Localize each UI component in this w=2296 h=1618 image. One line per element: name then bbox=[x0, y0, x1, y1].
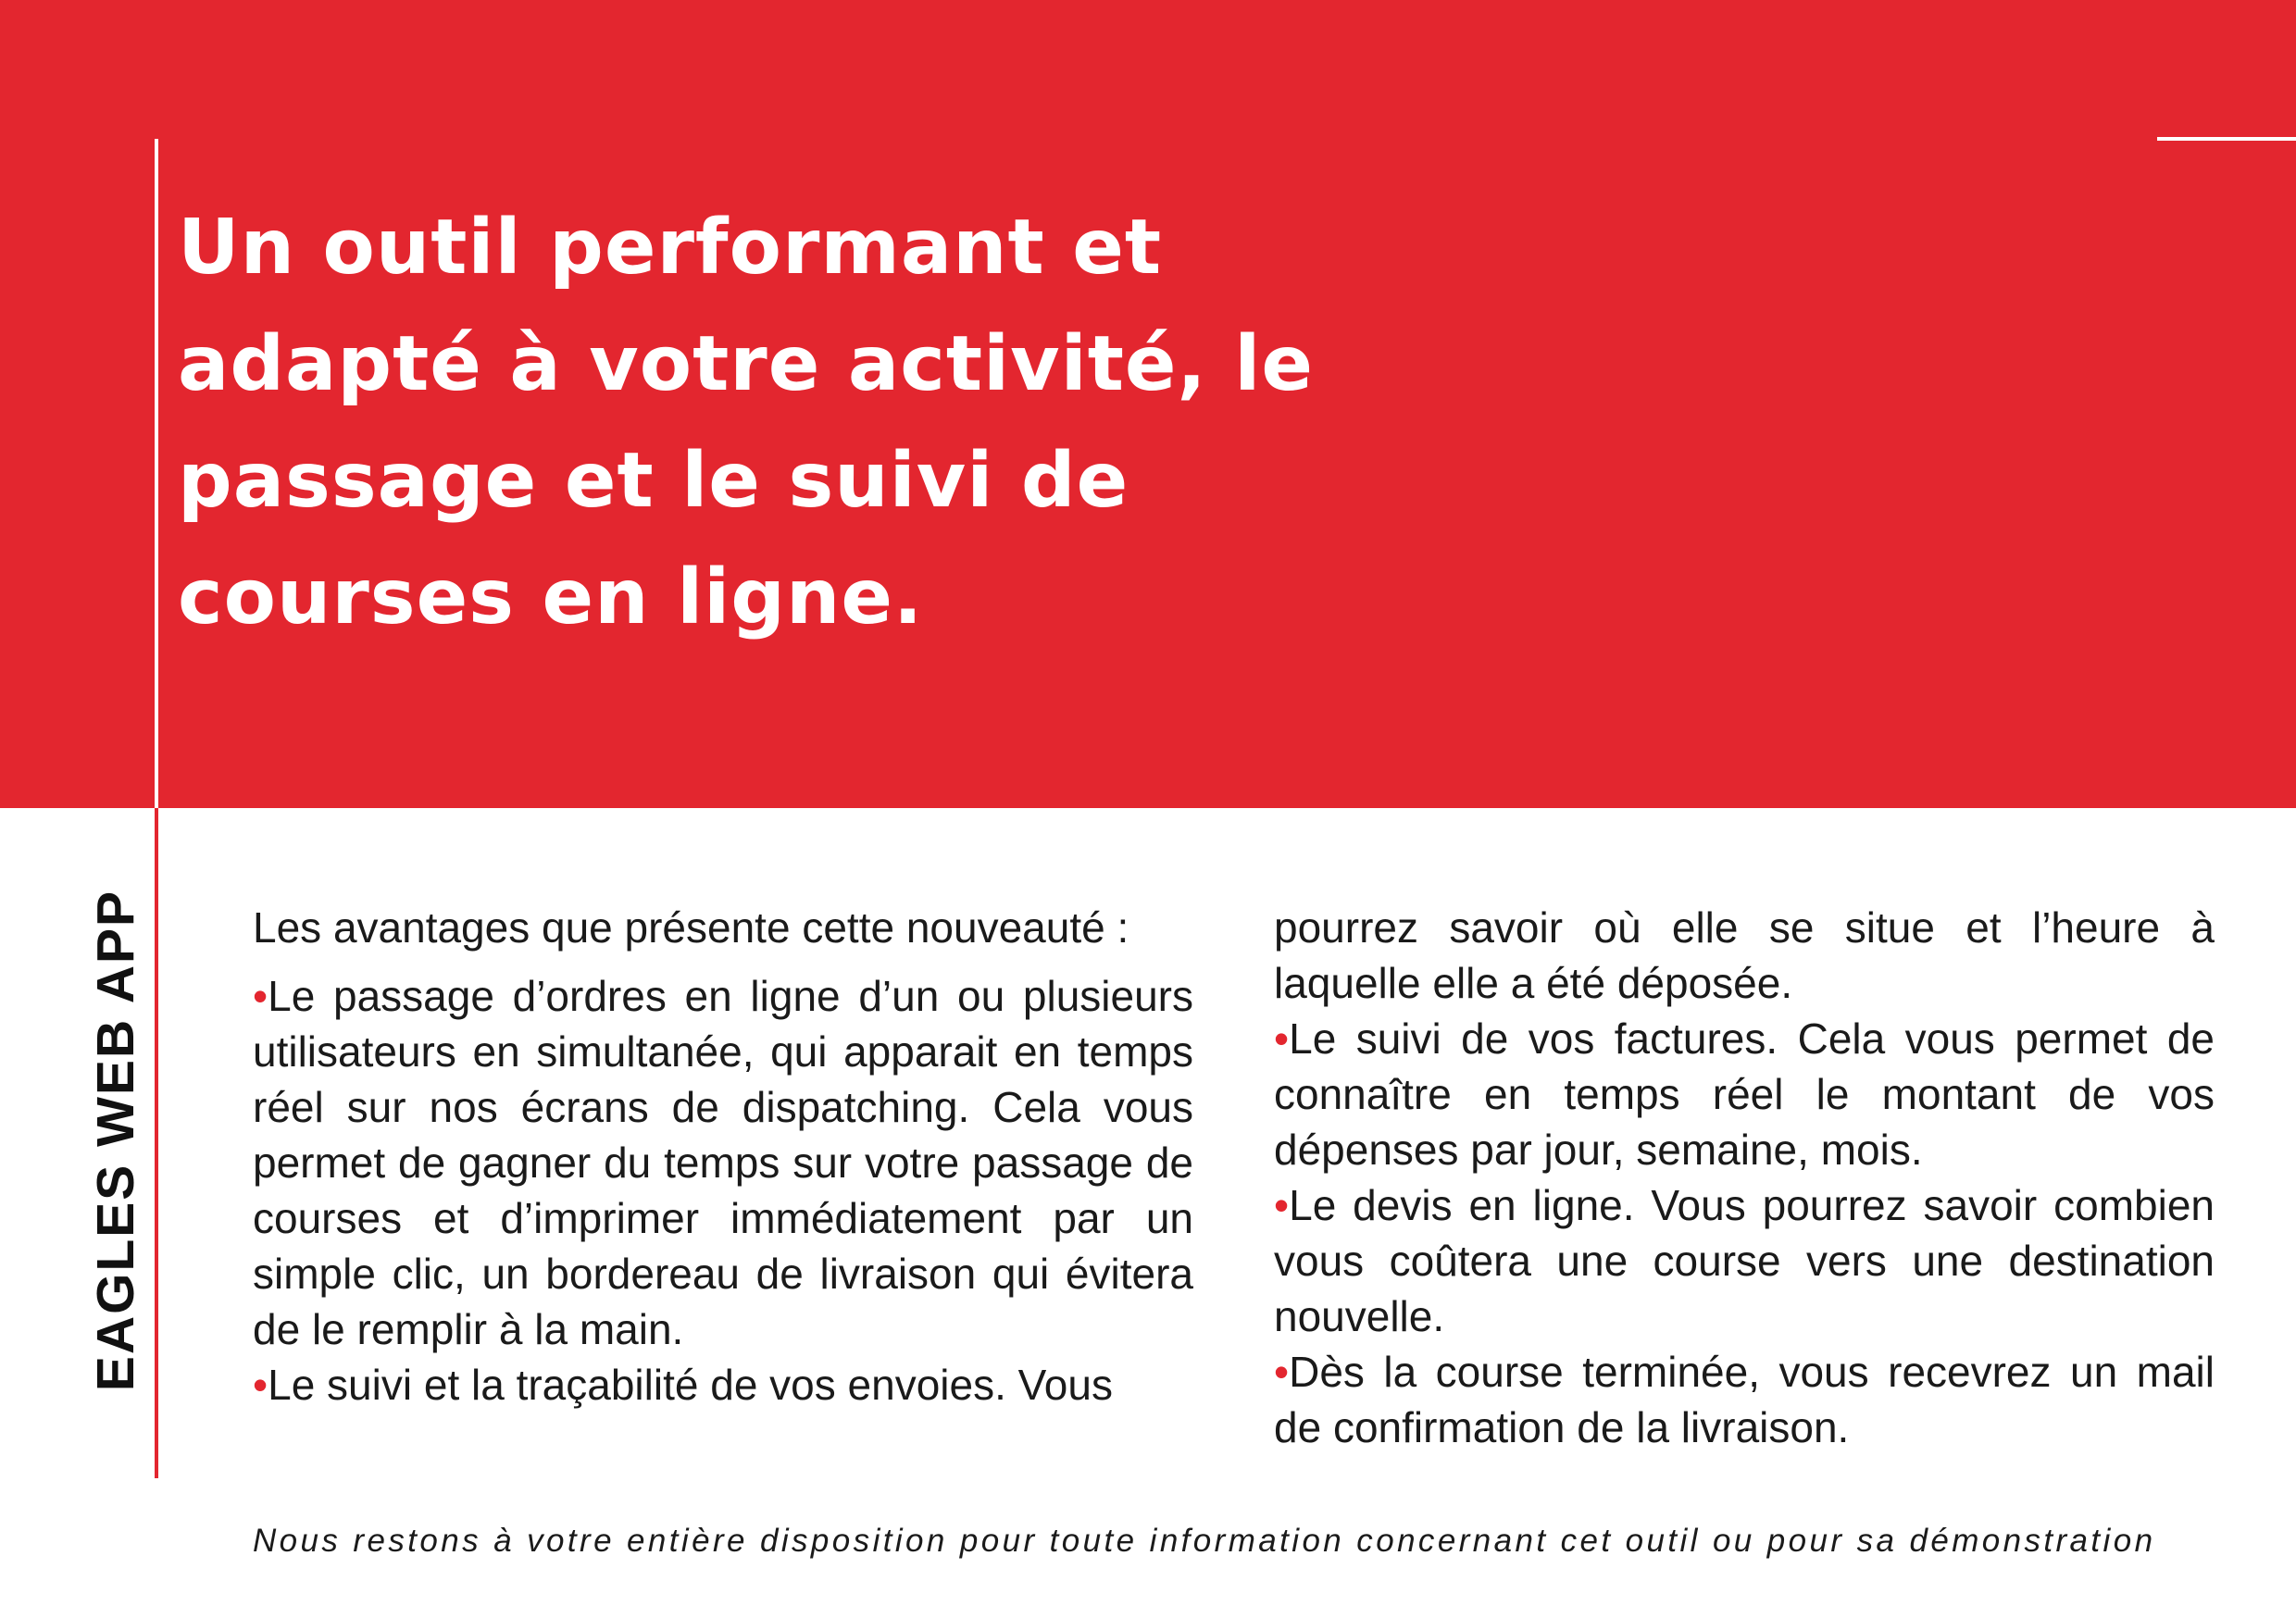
bullet-text: Le suivi et la traçabilité de vos envoies. Vous bbox=[268, 1361, 1113, 1409]
bullet-item bbox=[253, 968, 1193, 1357]
bullet-item bbox=[253, 1357, 1193, 1413]
vertical-divider-top bbox=[155, 139, 158, 808]
vertical-divider-bottom bbox=[155, 808, 158, 1478]
bullet-text: Le devis en ligne. Vous pourrez savoir combien vous coûtera une course vers une destination nouvelle. bbox=[1274, 1181, 2215, 1340]
corner-accent-line bbox=[2157, 137, 2296, 141]
bullet-text: Le passage d’ordres en ligne d’un ou plusieurs utilisateurs en simultanée, qui apparait en temps réel sur nos écrans de dispatching. Cela vous permet de gagner du temps sur votre passage de courses et d’imprimer immédiatement par un simple clic, un bordereau de livraison qui évitera de le remplir à la main. bbox=[253, 972, 1193, 1353]
intro-text: Les avantages que présente cette nouveauté : bbox=[253, 903, 1129, 952]
headline: Un outil performant et adapté à votre activité, le passage et le suivi de courses en ligne. bbox=[178, 204, 1314, 641]
left-column bbox=[253, 900, 1193, 1413]
bullet-icon: • bbox=[1274, 1348, 1290, 1396]
side-label-brand: EAGLES WEB APP bbox=[86, 889, 145, 1392]
footer-note: Nous restons à votre entière disposition pour toute information concernant cet outil ou pour sa démonstration bbox=[253, 1523, 2156, 1559]
right-column bbox=[1274, 900, 2215, 1455]
bullet-item bbox=[1274, 1011, 2215, 1177]
bullet-icon: • bbox=[1274, 1014, 1290, 1063]
continuation-text: pourrez savoir où elle se situe et l’heure à laquelle elle a été déposée. bbox=[1274, 903, 2215, 1007]
bullet-item bbox=[1274, 1344, 2215, 1455]
bullet-text: Le suivi de vos factures. Cela vous permet de connaître en temps réel le montant de vos dépenses par jour, semaine, mois. bbox=[1274, 1014, 2215, 1174]
bullet-item bbox=[1274, 1177, 2215, 1344]
bullet-text: Dès la course terminée, vous recevrez un mail de confirmation de la livraison. bbox=[1274, 1348, 2215, 1451]
bullet-icon: • bbox=[253, 1361, 268, 1409]
bullet-icon: • bbox=[253, 972, 268, 1020]
bullet-icon: • bbox=[1274, 1181, 1290, 1229]
